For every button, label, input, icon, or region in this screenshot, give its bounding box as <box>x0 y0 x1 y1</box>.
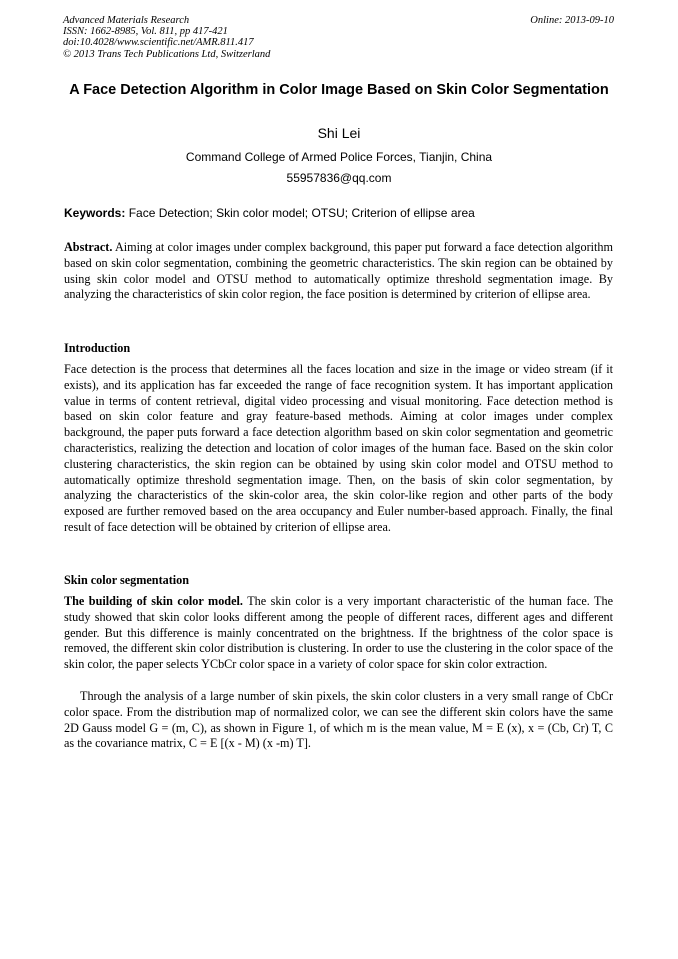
introduction-heading: Introduction <box>64 341 131 355</box>
journal-doi: doi:10.4028/www.scientific.net/AMR.811.417 <box>63 37 254 49</box>
introduction-text: Face detection is the process that determines all the faces location and size in the image or video stream (if it exists), and its application has far exceeded the range of face recognition system. It has important application value in terms of content retrieval, digital video processing and visual monitoring. Face detection method is based on skin color feature and gray feature-based methods. Aiming at color images under complex background, the paper puts forward a face detection algorithm based on skin color segmentation and geometric characteristics, realizing the detection and location of color images of the human face. Based on the skin color clustering characteristics, the skin region can be obtained by using skin color model and OTSU method to automatically optimize threshold segmentation image. Then, on the basis of skin color segmentation, by analyzing the characteristics of the skin-color area, the skin color-like region and other parts of the body exposed are further removed based on the area occupancy and Euler number-based approach. Finally, the final result of face detection will be obtained by criterion of ellipse area. <box>64 362 613 534</box>
skin-model-paragraph <box>64 594 613 673</box>
paper-author: Shi Lei <box>317 125 361 141</box>
author-affiliation: Command College of Armed Police Forces, Tianjin, China <box>185 150 493 164</box>
online-date: Online: 2013-09-10 <box>530 15 614 26</box>
abstract <box>64 240 613 303</box>
journal-copyright: © 2013 Trans Tech Publications Ltd, Switzerland <box>63 48 271 60</box>
paper-title: A Face Detection Algorithm in Color Image Based on Skin Color Segmentation <box>69 82 609 98</box>
abstract-text: Aiming at color images under complex background, this paper put forward a face detection algorithm based on skin color segmentation, combining the geometric characteristics. The skin region can be obtained by using skin color model and OTSU method to automatically optimize threshold segmentation image. By analyzing the characteristics of skin color region, the face position is determined by criterion of ellipse area. <box>64 240 613 302</box>
author-email: 55957836@qq.com <box>286 171 392 185</box>
abstract-label: Abstract. <box>64 240 113 254</box>
journal-issn: ISSN: 1662-8985, Vol. 811, pp 417-421 <box>63 26 228 38</box>
keywords-text: Face Detection; Skin color model; OTSU; Criterion of ellipse area <box>125 206 475 220</box>
journal-name: Advanced Materials Research <box>63 15 190 26</box>
skin-model-label: The building of skin color model. <box>64 594 243 608</box>
keywords <box>64 206 614 221</box>
skin-model-text: The skin color is a very important characteristic of the human face. The study showed that skin color looks different among the people of different races, different ages and different gender. But this difference is mainly concentrated on the brightness. If the brightness of the color space is removed, the different skin color distribution is clustering. In order to use the clustering in the color space of the skin color, the paper selects YCbCr color space in a variety of color space for skin color extraction. <box>64 594 613 672</box>
keywords-label: Keywords: <box>64 206 126 220</box>
gauss-model-paragraph: Through the analysis of a large number of skin pixels, the skin color clusters in a very small range of CbCr color space. From the distribution map of normalized color, we can see the different skin colors have the same 2D Gauss model G = (m, C), as shown in Figure 1, of which m is the mean value, M = E (x), x = (Cb, Cr) T, C as the covariance matrix, C = E [(x - M) (x -m) T]. <box>64 689 613 751</box>
journal-header <box>63 15 270 60</box>
skin-color-heading: Skin color segmentation <box>64 573 190 587</box>
